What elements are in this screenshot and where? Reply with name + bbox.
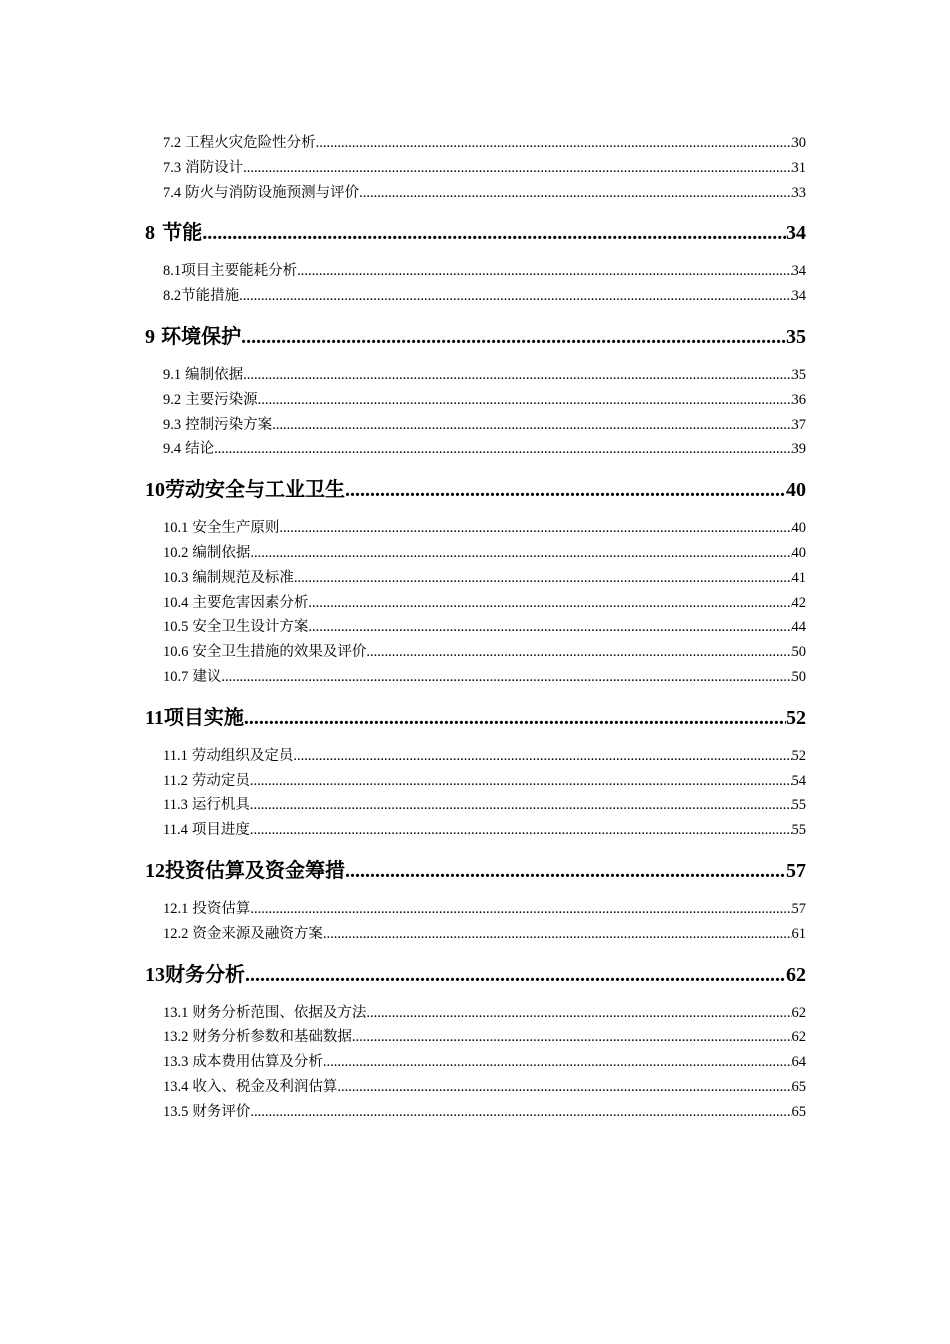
toc-page-number: 62 [791,1004,806,1021]
toc-section-entry[interactable] [145,284,806,309]
toc-section-title: 成本费用估算及分析 [192,1054,323,1071]
dot-leader [243,363,791,388]
toc-chapter-entry[interactable] [145,219,806,247]
toc-section-entry[interactable] [145,541,806,566]
dot-leader [316,131,792,156]
dot-leader [345,476,786,504]
toc-section-number: 10.4 [163,594,189,611]
toc-page-number: 34 [786,222,806,245]
toc-section-number: 10.3 [163,569,189,586]
toc-section-title: 安全卫生措施的效果及评价 [192,644,367,661]
dot-leader [250,769,792,794]
toc-page-number: 30 [791,135,806,151]
toc-page-number: 62 [786,963,806,986]
toc-section-title: 资金来源及融资方案 [192,925,323,942]
toc-section-entry[interactable] [145,516,806,541]
dot-leader [202,219,786,247]
toc-chapter-title: 投资估算及资金筹措 [165,859,345,882]
dot-leader [221,665,791,690]
toc-section-number: 11.1 [163,747,188,764]
toc-section-entry[interactable] [145,615,806,640]
toc-section-entry[interactable] [145,363,806,388]
dot-leader [308,591,791,616]
toc-page-number: 65 [791,1078,806,1095]
toc-page-number: 64 [791,1054,806,1071]
toc-section-entry[interactable] [145,818,806,843]
toc-chapter-title: 劳动安全与工业卫生 [165,479,345,502]
toc-page-number: 54 [791,772,806,789]
dot-leader [345,857,786,885]
dot-leader [308,615,791,640]
dot-leader [337,1075,791,1100]
toc-section-number: 9.3 [163,416,182,433]
toc-section-title: 主要危害因素分析 [192,594,309,611]
dot-leader [250,1100,791,1125]
toc-section-title: 项目主要能耗分析 [181,263,298,280]
toc-section-number: 11.3 [163,797,188,814]
toc-section-number: 7.4 [163,184,182,201]
toc-chapter-entry[interactable] [145,961,806,989]
toc-section-entry[interactable] [145,181,806,206]
toc-section-number: 13.2 [163,1029,189,1046]
dot-leader [243,156,791,181]
toc-page-number: 40 [791,520,806,537]
toc-section-number: 9.1 [163,366,182,383]
dot-leader [272,413,791,438]
dot-leader [244,704,786,732]
toc-section-entry[interactable] [145,1100,806,1125]
toc-section-entry[interactable] [145,1075,806,1100]
toc-chapter-number: 13 [145,963,165,986]
dot-leader [241,323,786,351]
toc-section-number: 8.1 [163,263,182,280]
toc-section-title: 主要污染源 [185,391,258,408]
dot-leader [279,516,791,541]
toc-section-title: 劳动定员 [191,772,250,789]
toc-section-entry[interactable] [145,793,806,818]
toc-section-title: 财务分析范围、依据及方法 [192,1004,367,1021]
toc-chapter-entry[interactable] [145,323,806,351]
toc-section-entry[interactable] [145,259,806,284]
toc-section-title: 投资估算 [192,900,251,917]
dot-leader [366,640,791,665]
toc-section-title: 消防设计 [185,159,244,176]
toc-section-entry[interactable] [145,665,806,690]
toc-section-number: 10.5 [163,619,189,636]
toc-section-entry[interactable] [145,1001,806,1026]
toc-section-entry[interactable] [145,388,806,413]
dot-leader [250,541,791,566]
toc-section-entry[interactable] [145,744,806,769]
dot-leader [366,1001,791,1026]
dot-leader [293,744,791,769]
toc-page-number: 44 [791,619,806,636]
toc-chapter-number: 11 [145,706,164,729]
toc-page-number: 35 [791,366,806,383]
toc-section-number: 11.2 [163,772,188,789]
toc-section-title: 建议 [192,668,222,685]
toc-section-entry[interactable] [145,131,806,156]
toc-chapter-number: 8 [145,222,155,245]
toc-section-entry[interactable] [145,591,806,616]
toc-section-title: 编制依据 [192,544,251,561]
toc-page-number: 40 [791,544,806,561]
toc-section-number: 7.3 [163,159,182,176]
dot-leader [323,922,792,947]
toc-section-number: 9.4 [163,441,182,458]
toc-section-number: 13.1 [163,1004,189,1021]
toc-chapter-title: 环境保护 [161,325,242,348]
toc-chapter-entry[interactable] [145,857,806,885]
toc-page-number: 33 [791,184,806,201]
toc-section-title: 劳动组织及定员 [191,747,294,764]
toc-page-number: 52 [791,747,806,764]
toc-page-number: 55 [791,797,806,814]
toc-page-number: 61 [791,925,806,942]
toc-section-title: 安全生产原则 [192,520,280,537]
toc-section-entry[interactable] [145,769,806,794]
toc-section-title: 安全卫生设计方案 [192,619,309,636]
toc-section-number: 11.4 [163,822,188,839]
dot-leader [245,961,786,989]
toc-section-title: 控制污染方案 [185,416,273,433]
dot-leader [250,897,791,922]
toc-page-number: 31 [791,159,806,176]
toc-section-number: 9.2 [163,391,182,408]
toc-page-number: 35 [786,325,806,348]
toc-section-number: 10.2 [163,544,189,561]
toc-section-title: 编制规范及标准 [192,569,294,586]
dot-leader [258,388,792,413]
toc-page-number: 62 [791,1029,806,1046]
toc-section-entry[interactable] [145,640,806,665]
toc-section-entry[interactable] [145,437,806,462]
toc-section-entry[interactable] [145,156,806,181]
toc-page-number: 42 [791,594,806,611]
toc-chapter-entry[interactable] [145,476,806,504]
toc-page-number: 34 [791,288,806,305]
toc-section-entry[interactable] [145,566,806,591]
toc-section-title: 财务评价 [192,1103,251,1120]
toc-page-number: 39 [791,441,806,458]
toc-chapter-number: 9 [145,325,155,348]
toc-section-title: 项目进度 [191,822,250,839]
dot-leader [250,818,792,843]
toc-section-title: 编制依据 [185,366,244,383]
toc-section-number: 8.2 [163,288,182,305]
toc-page-number: 55 [791,822,806,839]
toc-section-entry[interactable] [145,922,806,947]
dot-leader [239,284,791,309]
toc-section-title: 结论 [185,441,215,458]
toc-section-title: 工程火灾危险性分析 [185,135,316,151]
toc-section-entry[interactable] [145,1025,806,1050]
toc-chapter-entry[interactable] [145,704,806,732]
toc-page-number: 36 [791,391,806,408]
dot-leader [250,793,792,818]
toc-page-number: 57 [786,859,806,882]
toc-chapter-number: 10 [145,479,165,502]
toc-page-number: 50 [791,668,806,685]
table-of-contents [145,131,806,1125]
toc-chapter-title: 财务分析 [165,963,245,986]
toc-section-title: 运行机具 [191,797,250,814]
toc-page-number: 50 [791,644,806,661]
toc-section-entry[interactable] [145,897,806,922]
toc-section-number: 13.3 [163,1054,189,1071]
toc-chapter-number: 12 [145,859,165,882]
dot-leader [359,181,791,206]
toc-chapter-title: 项目实施 [163,706,244,729]
toc-section-number: 10.6 [163,644,189,661]
toc-section-title: 防火与消防设施预测与评价 [185,184,360,201]
toc-page-number: 65 [791,1103,806,1120]
toc-section-number: 12.1 [163,900,189,917]
toc-page-number: 37 [791,416,806,433]
dot-leader [323,1050,792,1075]
toc-section-number: 7.2 [163,135,182,151]
toc-page-number: 41 [791,569,806,586]
toc-section-entry[interactable] [145,1050,806,1075]
toc-section-title: 财务分析参数和基础数据 [192,1029,352,1046]
toc-page-number: 57 [791,900,806,917]
toc-section-number: 12.2 [163,925,189,942]
toc-section-title: 收入、税金及利润估算 [192,1078,338,1095]
dot-leader [352,1025,792,1050]
toc-section-number: 10.7 [163,668,189,685]
toc-section-entry[interactable] [145,413,806,438]
toc-page-number: 52 [786,706,806,729]
toc-section-title: 节能措施 [181,288,240,305]
toc-section-number: 13.5 [163,1103,189,1120]
toc-page-number: 34 [791,263,806,280]
toc-chapter-title: 节能 [162,222,203,245]
dot-leader [214,437,791,462]
dot-leader [297,259,791,284]
toc-section-number: 13.4 [163,1078,189,1095]
toc-section-number: 10.1 [163,520,189,537]
toc-page-number: 40 [786,479,806,502]
dot-leader [294,566,792,591]
